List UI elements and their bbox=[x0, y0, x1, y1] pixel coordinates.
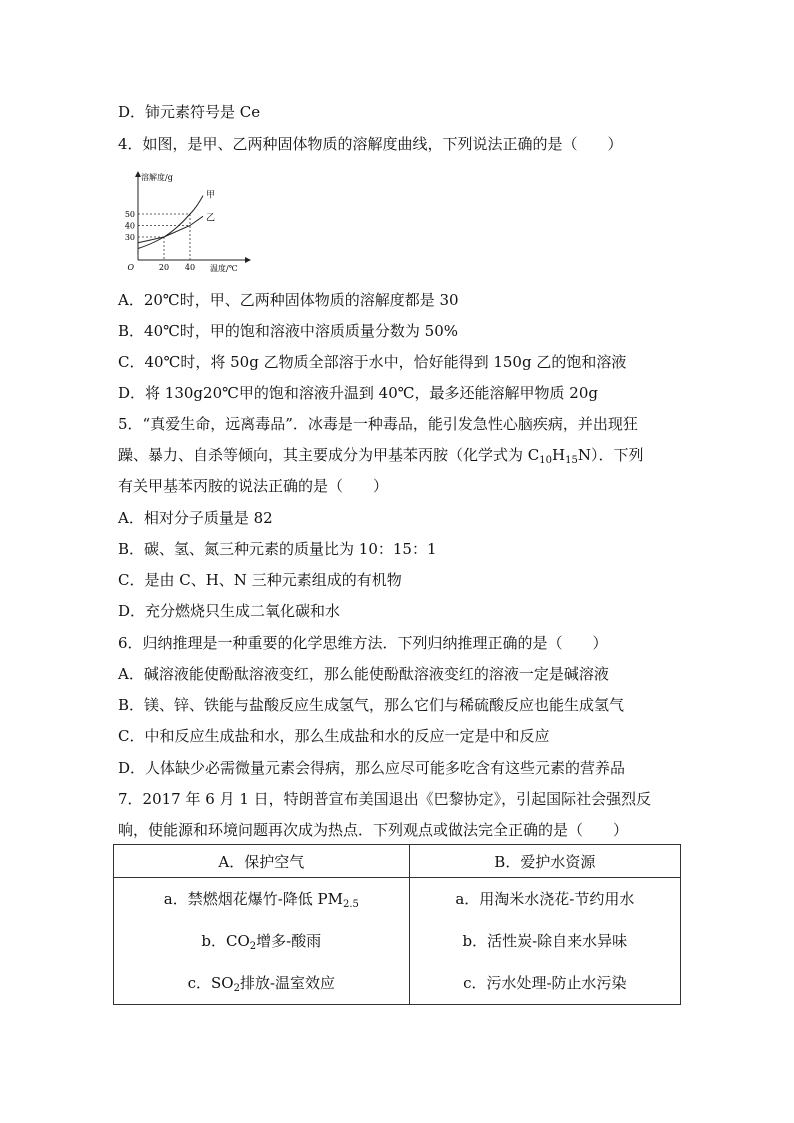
q6-option-c: C．中和反应生成盐和水，那么生成盐和水的反应一定是中和反应 bbox=[118, 727, 550, 745]
q7-stem-line2: 响，使能源和环境问题再次成为热点．下列观点或做法完全正确的是（ ） bbox=[118, 821, 629, 839]
formula-subscript: 15 bbox=[565, 455, 578, 466]
q4-option-d: D．将 130g20℃甲的饱和溶液升温到 40℃，最多还能溶解甲物质 20g bbox=[118, 384, 598, 402]
q5-option-d: D．充分燃烧只生成二氧化碳和水 bbox=[118, 602, 341, 620]
col-b-cell bbox=[409, 878, 680, 1005]
solubility-chart bbox=[118, 168, 258, 276]
q6-stem: 6．归纳推理是一种重要的化学思维方法．下列归纳推理正确的是（ ） bbox=[118, 634, 608, 652]
q4-option-c: C．40℃时，将 50g 乙物质全部溶于水中，恰好能得到 150g 乙的饱和溶液 bbox=[118, 353, 627, 371]
y-tick-label: 30 bbox=[124, 233, 135, 242]
x-axis-label: 温度/℃ bbox=[210, 264, 238, 273]
y-tick-label: 40 bbox=[124, 221, 135, 231]
q5-option-a: A．相对分子质量是 82 bbox=[118, 509, 273, 527]
q5-option-c: C．是由 C、H、N 三种元素组成的有机物 bbox=[118, 571, 402, 589]
a-item-3: c．$SO_2$排放-温室效应 bbox=[187, 974, 336, 994]
formula-element: H bbox=[551, 446, 566, 464]
y-tick-label: 50 bbox=[124, 210, 135, 219]
q5-stem-line3: 有关甲基苯丙胺的说法正确的是（ ） bbox=[118, 477, 389, 495]
series-label: 甲 bbox=[206, 190, 216, 201]
series-label: 乙 bbox=[206, 213, 216, 224]
col-b-header: B．爱护水资源 bbox=[409, 845, 680, 878]
q7-options-table bbox=[113, 844, 681, 1005]
origin-label: O bbox=[127, 263, 134, 272]
col-a-cell bbox=[114, 878, 410, 1005]
q6-option-b: B．镁、锌、铁能与盐酸反应生成氢气，那么它们与稀硫酸反应也能生成氢气 bbox=[118, 696, 625, 714]
col-a-header: A．保护空气 bbox=[114, 845, 410, 878]
q3-option-d: D．铈元素符号是 Ce bbox=[118, 103, 261, 121]
b-item-2: b．活性炭-除自来水异味 bbox=[462, 932, 628, 950]
q5-stem-text: 躁、暴力、自杀等倾向，其主要成分为甲基苯丙胺（化学式为 C bbox=[118, 446, 540, 464]
q4-option-a: A．20℃时，甲、乙两种固体物质的溶解度都是 30 bbox=[118, 291, 459, 309]
q5-stem-line1: 5．“真爱生命，远离毒品”．冰毒是一种毒品，能引发急性心脑疾病，并出现狂 bbox=[118, 415, 638, 433]
chart-series bbox=[138, 196, 203, 249]
b-item-3: c．污水处理-防止水污染 bbox=[463, 974, 627, 992]
q4-stem: 4．如图，是甲、乙两种固体物质的溶解度曲线，下列说法正确的是（ ） bbox=[118, 135, 623, 153]
x-tick-label: 40 bbox=[184, 263, 196, 272]
q4-option-b: B．40℃时，甲的饱和溶液中溶质质量分数为 50% bbox=[118, 322, 458, 340]
q5-stem-line2 bbox=[118, 445, 643, 471]
series-curve-yi bbox=[138, 216, 203, 242]
q7-stem-line1: 7．2017 年 6 月 1 日，特朗普宣布美国退出《巴黎协定》，引起国际社会强烈反 bbox=[118, 790, 652, 808]
q6-option-d: D．人体缺少必需微量元素会得病，那么应尽可能多吃含有这些元素的营养品 bbox=[118, 759, 626, 777]
chart-text bbox=[125, 172, 238, 273]
a-item-1: a．禁燃烟花爆竹-降低 $PM_{2.5}$ bbox=[163, 890, 359, 910]
q5-option-b: B．碳、氢、氮三种元素的质量比为 10：15：1 bbox=[118, 540, 437, 558]
a-item-2: b．$CO_2$增多-酸雨 bbox=[201, 932, 322, 952]
formula-subscript: 10 bbox=[539, 455, 552, 466]
b-item-1: a．用淘米水浇花-节约用水 bbox=[455, 890, 635, 908]
q6-option-a: A．碱溶液能使酚酞溶液变红，那么能使酚酞溶液变红的溶液一定是碱溶液 bbox=[118, 665, 609, 683]
q5-stem-text: N）．下列 bbox=[577, 446, 644, 464]
x-tick-label: 20 bbox=[158, 263, 170, 272]
y-axis-label: 溶解度/g bbox=[141, 173, 173, 182]
